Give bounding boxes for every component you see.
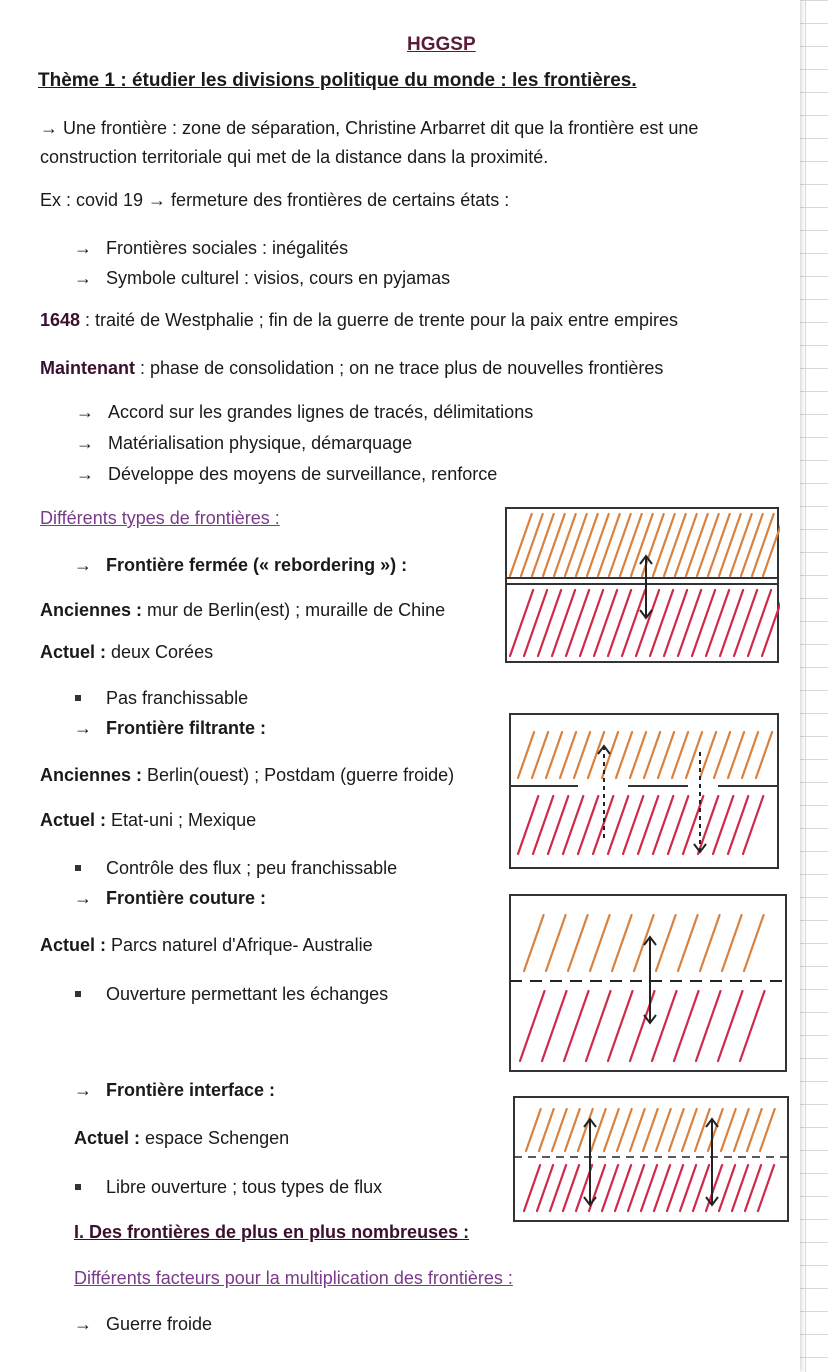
bullet-icon — [75, 991, 81, 997]
fermee-anciennes — [40, 600, 445, 621]
actuel-text: Etat-uni ; Mexique — [106, 810, 257, 830]
interface-bullet: Libre ouverture ; tous types de flux — [106, 1177, 383, 1197]
arrow-icon: → — [74, 888, 92, 908]
interface-actuel — [74, 1128, 289, 1149]
actuel-label: Actuel : — [40, 642, 107, 662]
arrow-icon: → — [74, 238, 92, 258]
page-header: HGGSP — [407, 34, 476, 55]
arrow-icon: → — [74, 718, 92, 738]
maintenant-item — [76, 402, 533, 423]
closed-border-diagram — [504, 506, 780, 664]
example-item — [74, 268, 450, 289]
section-1-subheading: Différents facteurs pour la multiplication des frontières : — [74, 1268, 513, 1288]
filtrante-anciennes — [40, 765, 454, 786]
fermee-title: Frontière fermée (« rebordering ») : — [106, 555, 408, 575]
anciennes-text: Berlin(ouest) ; Postdam (guerre froide) — [142, 765, 455, 785]
interface-title-line — [74, 1080, 275, 1101]
arrow-icon: → — [76, 464, 94, 484]
arrow-icon: → — [76, 402, 94, 422]
couture-actuel — [40, 935, 373, 956]
section-1-item-text: Guerre froide — [106, 1314, 213, 1334]
couture-title: Frontière couture : — [106, 888, 267, 908]
anciennes-text: mur de Berlin(est) ; muraille de Chine — [142, 600, 446, 620]
bullet-icon — [75, 865, 81, 871]
year-1648-label: 1648 — [40, 310, 81, 330]
arrow-icon: → — [76, 433, 94, 453]
filtrante-title-line — [74, 718, 266, 739]
arrow-icon: → — [74, 555, 92, 575]
filtrante-actuel — [40, 810, 256, 831]
maintenant-item-text: Développe des moyens de surveillance, renforce — [108, 464, 498, 484]
filtrante-bullet: Contrôle des flux ; peu franchissable — [106, 858, 398, 878]
section-1-item — [74, 1314, 212, 1335]
anciennes-label: Anciennes : — [40, 765, 143, 785]
year-1648-line — [40, 310, 678, 331]
bullet-icon — [75, 1184, 81, 1190]
theme-title: Thème 1 : étudier les divisions politique du monde : les frontières. — [38, 70, 637, 91]
arrow-icon: → — [74, 1080, 92, 1100]
intro-line-2: construction territoriale qui met de la distance dans la proximité. — [40, 147, 549, 167]
arrow-icon: → — [74, 1314, 92, 1334]
maintenant-line — [40, 358, 663, 379]
actuel-text: Parcs naturel d'Afrique- Australie — [106, 935, 373, 955]
fermee-title-line — [74, 555, 407, 576]
actuel-text: deux Corées — [106, 642, 214, 662]
bullet-icon — [75, 695, 81, 701]
fermee-bullet: Pas franchissable — [106, 688, 249, 708]
actuel-label: Actuel : — [74, 1128, 141, 1148]
types-heading: Différents types de frontières : — [40, 508, 280, 528]
maintenant-item-text: Accord sur les grandes lignes de tracés, délimitations — [108, 402, 534, 422]
couture-bullet: Ouverture permettant les échanges — [106, 984, 389, 1004]
actuel-label: Actuel : — [40, 810, 107, 830]
example-item-text: Symbole culturel : visios, cours en pyjamas — [106, 268, 451, 288]
anciennes-label: Anciennes : — [40, 600, 143, 620]
filtering-border-diagram — [508, 712, 780, 870]
maintenant-label: Maintenant — [40, 358, 136, 378]
interface-title: Frontière interface : — [106, 1080, 276, 1100]
intro-line-1: → Une frontière : zone de séparation, Christine Arbarret dit que la frontière est une — [40, 118, 699, 138]
maintenant-item — [76, 433, 412, 454]
example-item-text: Frontières sociales : inégalités — [106, 238, 349, 258]
maintenant-item-text: Matérialisation physique, démarquage — [108, 433, 413, 453]
seam-border-diagram — [508, 893, 788, 1073]
example-line: Ex : covid 19 → fermeture des frontières de certains états : — [40, 190, 510, 210]
year-1648-text: : traité de Westphalie ; fin de la guerre de trente pour la paix entre empires — [80, 310, 679, 330]
maintenant-item — [76, 464, 497, 485]
couture-title-line — [74, 888, 266, 909]
actuel-text: espace Schengen — [140, 1128, 290, 1148]
arrow-icon: → — [74, 268, 92, 288]
fermee-actuel — [40, 642, 213, 663]
section-1-title: I. Des frontières de plus en plus nombreuses : — [74, 1222, 470, 1242]
filtrante-title: Frontière filtrante : — [106, 718, 267, 738]
interface-border-diagram — [512, 1095, 790, 1223]
actuel-label: Actuel : — [40, 935, 107, 955]
maintenant-text: : phase de consolidation ; on ne trace plus de nouvelles frontières — [135, 358, 664, 378]
example-item — [74, 238, 348, 259]
